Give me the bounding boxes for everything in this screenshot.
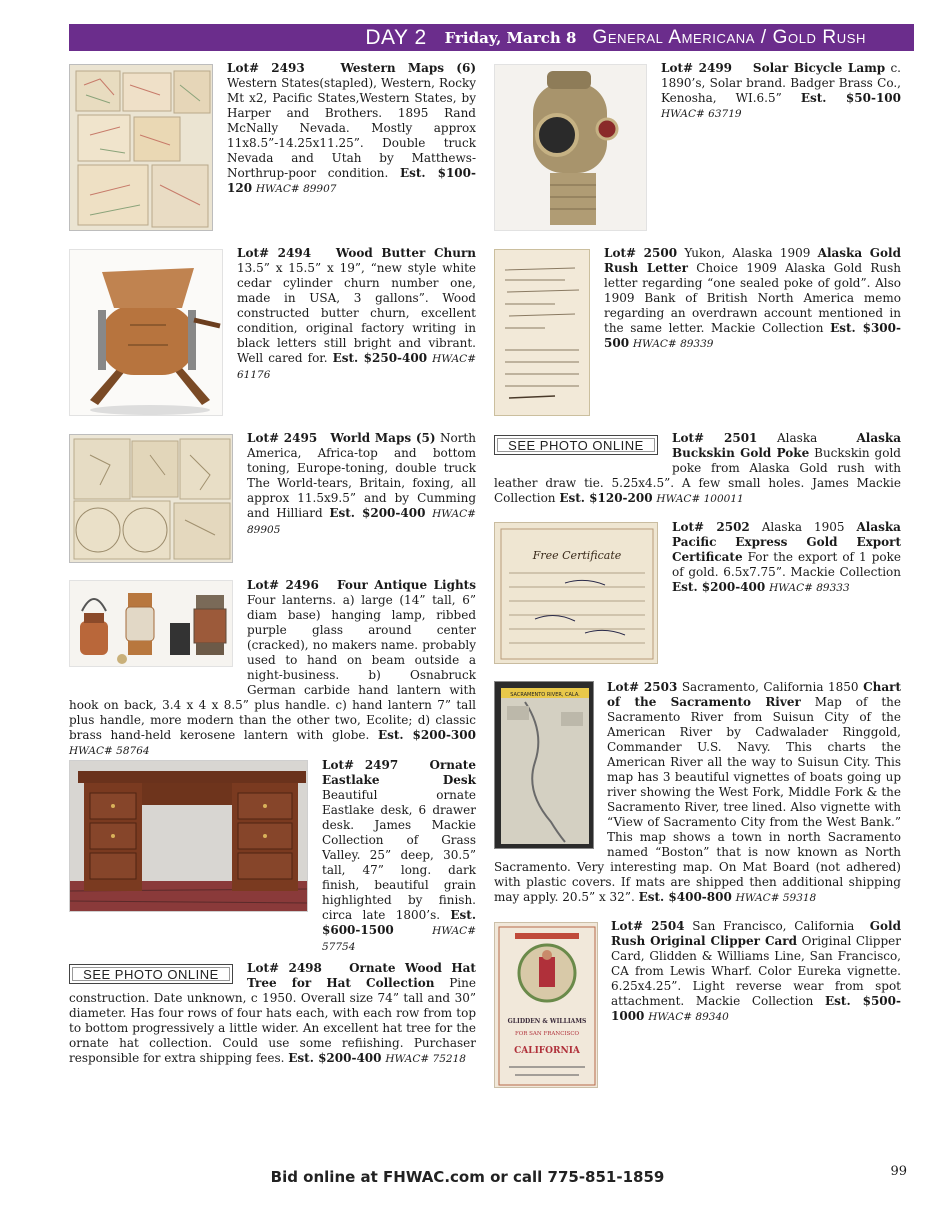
lot-2493-photo[interactable] <box>69 64 213 231</box>
lot-hwac: HWAC# 75218 <box>385 1053 466 1065</box>
lot-2498-text <box>69 961 476 1067</box>
lot-title: Gold Rush Original Clipper Card <box>611 919 901 948</box>
lot-title: Four Antique Lights <box>336 578 476 592</box>
lot-estimate: Est. $200-300 <box>377 728 476 742</box>
lot-estimate: Est. $100-120 <box>227 166 476 195</box>
lot-title: Alaska Buckskin Gold Poke <box>672 431 901 460</box>
chart-label: SACRAMENTO RIVER, CALA. <box>510 692 580 698</box>
lot-hwac: HWAC# 89905 <box>247 508 476 536</box>
lot-origin: Yukon, Alaska 1909 <box>684 246 811 260</box>
lot-hwac: HWAC# 63719 <box>661 108 742 120</box>
gold-export-certificate-image <box>495 523 658 664</box>
lot-hwac: HWAC# 89339 <box>632 338 714 350</box>
lot-2495-text <box>247 431 476 538</box>
lot-2497-text <box>322 758 476 955</box>
lot-number: Lot# 2493 <box>227 61 305 75</box>
lot-number: Lot# 2494 <box>237 246 312 260</box>
lot-number: Lot# 2497 <box>322 758 399 772</box>
lot-hwac: HWAC# 100011 <box>656 493 744 505</box>
lot-number: Lot# 2504 <box>611 919 685 933</box>
lot-estimate: Est. $200-400 <box>288 1051 382 1065</box>
lot-2497-photo[interactable] <box>69 760 308 912</box>
lot-number: Lot# 2495 <box>247 431 318 445</box>
lot-number: Lot# 2498 <box>247 961 322 975</box>
lot-description: Original Clipper Card, Glidden & Williams Line, San Francisco, CA from Lewis Wharf. Color Eureka vignette. 6.25x4.25”. Light reverse wear from spot attachment. Mackie Collection <box>611 934 901 1008</box>
maps-collage-image <box>70 65 213 231</box>
lot-2498-text-float-spacer <box>69 961 247 991</box>
lot-hwac: HWAC# 89907 <box>255 183 337 195</box>
lot-estimate: Est. $120-200 <box>559 491 653 505</box>
lot-number: Lot# 2499 <box>661 61 733 75</box>
eastlake-desk-image <box>70 761 308 912</box>
lot-origin: Sacramento, California 1850 <box>681 680 859 694</box>
lot-2502-text <box>672 520 901 596</box>
day-banner <box>69 24 914 51</box>
page-number: 99 <box>890 1164 907 1179</box>
lot-description: Pine construction. Date unknown, c 1950. Overall size 74” tall and 30” diameter. Has four rows of four hats each, with each row from top to bottom progressively a little wider. An excellent hat tree for the ornate hat collection. Could use some refiishing. Purchaser responsible for extra shipping fees. <box>69 976 476 1065</box>
lot-hwac: HWAC# 57754 <box>322 925 476 953</box>
lot-estimate: Est. $300-500 <box>604 321 901 350</box>
card-line-1: GLIDDEN & WILLIAMS <box>507 1018 587 1025</box>
lot-2499-photo[interactable] <box>494 64 647 231</box>
lot-number: Lot# 2496 <box>247 578 319 592</box>
lot-2502-photo[interactable] <box>494 522 658 664</box>
lot-title: Wood Butter Churn <box>335 246 476 260</box>
lot-2503-text <box>494 680 901 906</box>
lot-estimate: Est. $50-100 <box>800 91 901 105</box>
bicycle-lamp-image <box>495 65 647 231</box>
clipper-card-image <box>495 923 598 1088</box>
see-photo-online-button[interactable]: SEE PHOTO ONLINE <box>494 435 658 455</box>
lot-hwac: HWAC# 89333 <box>769 582 850 594</box>
lot-estimate: Est. $200-400 <box>329 506 426 520</box>
card-line-2: FOR SAN FRANCISCO <box>514 1031 580 1037</box>
lot-estimate: Est. $500-1000 <box>611 994 901 1023</box>
butter-churn-image <box>70 250 223 416</box>
bid-online-footer: Bid online at FHWAC.com or call 775-851-1859 <box>270 1168 665 1186</box>
lot-title: Ornate Eastlake Desk <box>322 758 476 787</box>
lot-title: Alaska Pacific Express Gold Export Certificate <box>672 520 901 564</box>
lot-2501-text <box>494 431 901 507</box>
world-maps-image <box>70 435 233 563</box>
lot-title: Alaska Gold Rush Letter <box>604 246 901 275</box>
lot-number: Lot# 2502 <box>672 520 750 534</box>
lot-title: Western Maps (6) <box>340 61 476 75</box>
certificate-title: Free Certificate <box>532 549 622 562</box>
banner-date: Friday, March 8 <box>444 28 577 47</box>
lot-description: Buckskin gold poke from Alaska Gold rush with leather draw tie. 5.25x4.5”. A few small holes. James Mackie Collection <box>494 446 901 505</box>
lot-hwac: HWAC# 59318 <box>735 892 817 904</box>
lot-2504-text <box>611 919 901 1025</box>
lot-2493-text <box>227 61 476 197</box>
lot-description: For the export of 1 poke of gold. 6.5x7.75”. Mackie Collection <box>672 550 901 579</box>
lot-number: Lot# 2501 <box>672 431 758 445</box>
lot-description: Western States(stapled), Western, Rocky Mt x2, Pacific States,Western States, by Harper and Brothers. 1895 Rand McNally Nevada. Mostly approx 11x8.5”-14.25x11.25”. Double truck Nevada and Utah by Matthews-Northrup-poor condition. <box>227 76 476 180</box>
lot-2503-text-float-spacer <box>494 680 607 858</box>
lot-origin: Alaska 1905 <box>761 520 845 534</box>
lot-number: Lot# 2500 <box>604 246 678 260</box>
lot-2496-text <box>69 578 476 759</box>
lot-title: Solar Bicycle Lamp <box>752 61 886 75</box>
lot-2500-photo[interactable] <box>494 249 590 416</box>
banner-day: DAY 2 <box>365 25 427 49</box>
lot-origin: Alaska <box>777 431 818 445</box>
lot-2500-text <box>604 246 901 352</box>
lot-description: North America, Africa-top and bottom toning, Europe-toning, double truck The World-tears, Britain, foxing, all approx 11.5x9.5” and by Cumming and Hilliard <box>247 431 476 520</box>
card-line-3: CALIFORNIA <box>514 1046 580 1056</box>
lot-estimate: Est. $250-400 <box>332 351 428 365</box>
lot-hwac: HWAC# 61176 <box>237 353 476 381</box>
lot-2495-photo[interactable] <box>69 434 233 563</box>
lot-estimate: Est. $400-800 <box>638 890 732 904</box>
lot-2496-text-float-spacer <box>69 578 247 698</box>
lot-2499-text <box>661 61 901 122</box>
lot-description: Map of the Sacramento River from Suisun City of the American River by Cadwalader Ringgold, Commander U.S. Navy. This charts the American River all the way to Suisun City. This map has 3 beautiful vignettes of boats going up river showing the West Fork, Middle Fork & the Sacramento River, tree lined. Also vignette with “View of Sacramento City from the West Bank.” This map shows a town in north Sacramento named “Boston” that is now known as North Sacramento. Very interesting map. On Mat Board (not adhered) with plastic covers. If mats are shipped then additional shipping may apply. 20.5” x 32”. <box>494 695 901 904</box>
lot-title: World Maps (5) <box>330 431 436 445</box>
lot-title: Ornate Wood Hat Tree for Hat Collection <box>247 961 476 990</box>
lot-2504-photo[interactable] <box>494 922 598 1088</box>
see-photo-online-button[interactable]: SEE PHOTO ONLINE <box>69 964 233 984</box>
lot-description: Four lanterns. a) large (14” tall, 6” diam base) hanging lamp, ribbed purple glass around center (cracked), no makers name. probably used to hand on beam outside a night-business. b) Osnabruck German carbide hand lantern with hook on back, 3.4 x 4 x 8.5” plus handle. c) hand lantern 7” tall plus handle, more modern than the other two, Ecolite; d) classic brass hand-held kerosene lantern with globe. <box>69 593 476 742</box>
lot-estimate: Est. $200-400 <box>672 580 766 594</box>
lot-number: Lot# 2503 <box>607 680 678 694</box>
banner-category: General Americana / Gold Rush <box>592 26 866 48</box>
lot-estimate: Est. $600-1500 <box>322 908 476 937</box>
lot-2494-text <box>237 246 476 383</box>
lot-origin: San Francisco, California <box>692 919 855 933</box>
lot-description: c. 1890’s, Solar brand. Badger Brass Co., Kenosha, WI.6.5” <box>661 61 901 105</box>
lot-description: Beautiful ornate Eastlake desk, 6 drawer desk. James Mackie Collection of Grass Valley. 25” deep, 30.5” tall, 47” long. dark finish, beautiful grain highlighted by finish. circa late 1800’s. <box>322 788 476 922</box>
lot-hwac: HWAC# 89340 <box>648 1011 729 1023</box>
gold-rush-letter-image <box>495 250 590 416</box>
lot-hwac: HWAC# 58764 <box>69 745 150 757</box>
lot-description: 13.5” x 15.5” x 19”, “new style white cedar cylinder churn number one, made in USA, 3 gallons”. Wood constructed butter churn, excellent condition, original factory writing in black letters still bright and vibrant. Well cared for. <box>237 261 476 365</box>
lot-title: Chart of the Sacramento River <box>607 680 901 709</box>
lot-description: Choice 1909 Alaska Gold Rush letter regarding “one sealed poke of gold”. Also 1909 Bank of British North America memo regarding an overdrawn account mentioned in the same letter. Mackie Collection <box>604 261 901 335</box>
lot-2494-photo[interactable] <box>69 249 223 416</box>
lot-2501-text-float-spacer <box>494 431 672 471</box>
